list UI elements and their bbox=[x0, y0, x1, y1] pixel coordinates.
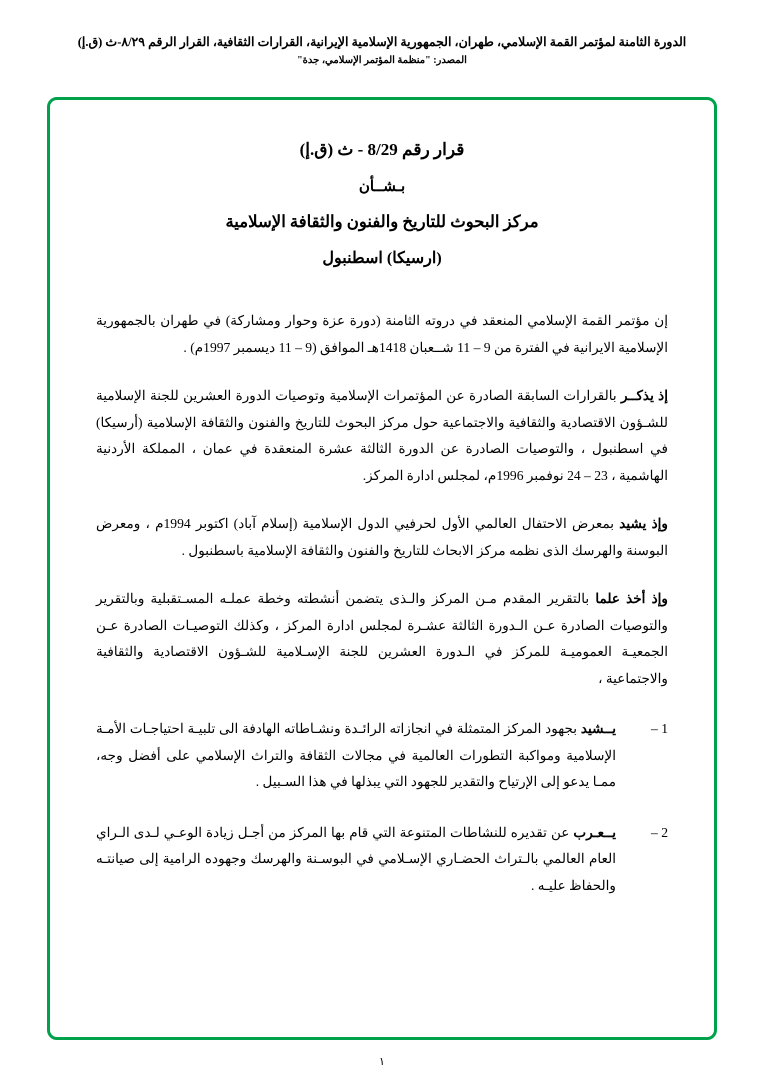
document-content bbox=[50, 100, 714, 919]
list-item-lead: يــشيد bbox=[580, 721, 616, 736]
paragraph-recalling bbox=[96, 383, 668, 489]
paragraph-recalling-lead: إذ يذكــر bbox=[621, 388, 668, 403]
header-title-line: الدورة الثامنة لمؤتمر القمة الإسلامي، طهران، الجمهورية الإسلامية الإيرانية، القرارات الثقافية، القرار الرقم ٨/٢٩-ث (ق.إ) bbox=[77, 35, 687, 49]
paragraph-preamble bbox=[96, 308, 668, 361]
header-source-line: المصدر: "منظمة المؤتمر الإسلامي، جدة" bbox=[297, 55, 467, 67]
resolution-regarding-label: بـشــأن bbox=[358, 179, 406, 195]
paragraph-recalling-text: بالقرارات السابقة الصادرة عن المؤتمرات الإسلامية وتوصيات الدورة العشرين للجنة الإسلامية للشـؤون الاقتصادية والثقافية والاجتماعية حول مركز البحوث للتاريخ والفنون والثقافة الإسلامية (أرسيكا) في اسطنبول ، والتوصيات الصادرة عن الدورة الثالثة عشرة المنعقدة في عمان ، المملكة الأردنية الهاشمية ، 23 – 24 نوفمبر 1996م، لمجلس ادارة المركز. bbox=[96, 388, 668, 483]
paragraph-noting bbox=[96, 586, 668, 692]
resolution-place: (ارسيكا) اسطنبول bbox=[322, 250, 442, 267]
page-number: ١ bbox=[379, 1056, 385, 1068]
list-item bbox=[96, 820, 668, 900]
list-item-number: 1 – bbox=[651, 721, 668, 736]
document-frame bbox=[47, 97, 717, 1040]
list-item-number: 2 – bbox=[651, 824, 668, 840]
list-item-lead: يــعـرب bbox=[573, 824, 616, 840]
document-header bbox=[0, 0, 764, 66]
list-item bbox=[96, 716, 668, 796]
paragraph-noting-lead: وإذ أخذ علما bbox=[595, 591, 668, 606]
paragraph-commending-lead: وإذ يشيد bbox=[619, 516, 668, 531]
resolution-subject: مركز البحوث للتاريخ والفنون والثقافة الإسلامية bbox=[225, 212, 539, 231]
resolution-title-block bbox=[96, 140, 668, 268]
list-item-body bbox=[96, 820, 616, 900]
list-item-text: عن تقديره للنشاطات المتنوعة التي قام بها المركز من أجـل زيادة الوعـي لـدى الـراي العام العالمي بالـتراث الحضـاري الإسـلامي في البوسـنة والهرسك وجهوده الرامية إلى صيانتـه والحفاظ عليـه . bbox=[96, 824, 616, 893]
list-item-text: بجهود المركز المتمثلة في انجازاته الرائـدة ونشـاطاته الهادفة الى تلبيـة احتياجـات الأمـة الإسلامية ومواكبة التطورات العالمية في مجالات الثقافة والتراث الإسلامي على أفضل وجه، ممـا يدعو إلى الإرتياح والتقدير للجهود التي يبذلها في هذا السـبيل . bbox=[96, 721, 616, 789]
resolution-number: قرار رقم 8/29 - ث (ق.إ) bbox=[299, 140, 465, 159]
paragraph-commending bbox=[96, 511, 668, 564]
paragraph-commending-text: بمعرض الاحتفال العالمي الأول لحرفيي الدول الإسلامية (إسلام آباد) اكتوبر 1994م ، ومعرض البوسنة والهرسك الذى نظمه مركز الابحاث للتاريخ والفنون والثقافة الإسلامية باسطنبول . bbox=[96, 516, 668, 558]
list-item-body bbox=[96, 716, 616, 796]
paragraph-noting-text: بالتقرير المقدم مـن المركز والـذى يتضمن أنشطته وخطة عملـه المسـتقبلية وبالتقرير والتوصيات الصادرة عـن الـدورة الثالثة عشـرة لمجلس ادارة المركز ، وكذلك التوصيـات الصادرة عـن الجمعيـة العموميـة للمركز في الـدورة العشرين للجنة الإسـلامية للشـؤون الاقتصادية والثقافية والاجتماعية ، bbox=[96, 591, 668, 686]
paragraph-preamble-text: إن مؤتمر القمة الإسلامي المنعقد في دروته الثامنة (دورة عزة وحوار ومشاركة) في طهران بالجمهورية الإسلامية الايرانية في الفترة من 9 – 11 شــعبان 1418هـ الموافق (9 – 11 ديسمبر 1997م) . bbox=[96, 313, 668, 355]
